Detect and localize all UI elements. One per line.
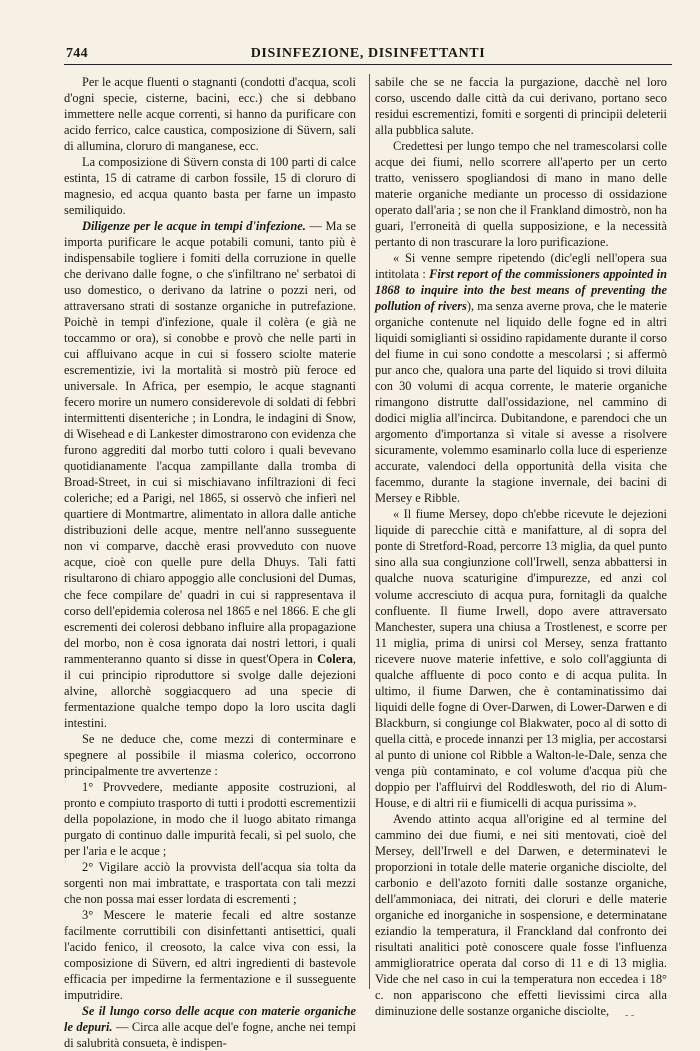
paragraph: Se il lungo corso delle acque con materie organiche le depuri. — Circa alle acque del'e fogne, anche nei tempi di salubrità consueta, è indispen- — [64, 1003, 356, 1050]
paragraph: Credettesi per lungo tempo che nel tramescolarsi colle acque dei fiumi, nello scorrere all'aperto per un certo tratto, venissero spogliandosi di mano in mano delle materie organiche mediante un processo di ossidazione operato dall'aria ; se non che il Frankland dimostrò, non ha guari, l'erroneità di quella supposizione, e la necessità pertanto di non trascurare la loro purificazione. — [375, 139, 667, 250]
list-item: 2° Vigilare acciò la provvista dell'acqua sia tolta da sorgenti non mai imbrattate, e trasportata con tali mezzi che non possa mai esser lordata di escrementi ; — [64, 859, 356, 906]
paragraph: Avendo attinto acqua all'origine ed al termine del cammino dei due fiumi, e nei siti mentovati, cioè del Mersey, dell'Irwell e del Darwen, e determinatevi le proporzioni in totale delle materie organiche disciolte, del carbonio e dell'azoto forniti dalle sostanze organiche, dell'ammoniaca, dei nitrati, dei cloruri e delle materie organiche ed inorganiche in sospensione, e determinatane eziandio la temperatura, il Franckland dal confronto dei risultati analitici potè conoscere quale fosse l'influenza ammiglioratrice operata dal corso di 11 e di 13 miglia. Vide che nel caso in cui la temperatura non eccedea i 18° c. non appariscono che effetti lievissimi circa alla diminuzione delle sostanze organiche disciolte, — [375, 811, 667, 1018]
running-title: DISINFEZIONE, DISINFETTANTI — [250, 46, 486, 61]
page-number: 744 — [66, 46, 88, 61]
paragraph: « Il fiume Mersey, dopo ch'ebbe ricevute le dejezioni liquide di parecchie città e manifatture, al di sopra del ponte di Stretford-Road, percorre 13 miglia, da quel punto sino alla sua congiunzione coll'Irwell, senza abbattersi in qualche nuova scaturigine d'impurezze, ed anzi col volume accresciuto di acqua pura, fornitagli da qualche confluente. Il fiume Irwell, dopo avere attraversato Manchester, supera una chiusa a Trostlenest, e scorre per 11 miglia, prima di unirsi col Mersey, senza frattanto ricevere nuove materie infettive, e solo coll'aggiunta di qualche affluente di poco conto e di acqua pulita. In ultimo, il fiume Darwen, che è contaminatissimo dai liquidi delle fogne di Over-Darwen, di Lower-Darwen e di Blackburn, si congiunge col Blakwater, poco al di sotto di quella città, e procede innanzi per 13 miglia, per accostarsi al punto di unione col Ribble a Walton-le-Dale, senza che venga più contaminato, e col volume d'acqua più che doppio per l'affluirvi del Roddleswoth, del rio di Alum-House, e di altri rii e fiumicelli di acqua purissima ». — [375, 507, 667, 810]
section-heading: Se il lungo corso delle acque con materie organiche le depuri. — [64, 1003, 356, 1034]
paragraph: Se ne deduce che, come mezzi di conterminare e spegnere al possibile il miasma colerico, occorrono principalmente tre avvertenze : — [64, 731, 356, 778]
paragraph: Diligenze per le acque in tempi d'infezione. — Ma se importa purificare le acque potabili comuni, tanto più è indispensabile togliere i fomiti della corruzione in quelle che derivano dalle fogne, o che s'infiltrano ne' serbatoi di uso domestico, o derivano da latrine o pozzi neri, od attraversano strati di sostanze organiche in putrefazione. Poichè in tempi d'infezione, quale il colèra (e già ne toccammo or ora), si conobbe e provò che nelle parti in cui affluivano acque in cui si fossero sciolte materie escrementizie, ivi la mortalità si mostrò più feroce ed universale. In Africa, per esempio, le acque stagnanti fecero morire un numero considerevole di soldati di febbri intermittenti disenteriche ; in Londra, le indagini di Snow, di Wisehead e di Lankester dimostrarono con evidenza che furono aggrediti dal morbo tutti coloro i quali bevevano quotidianamente l'acqua zampillante dalla tromba di Broad-Street, in cui si mischiavano infiltrazioni di feci coleriche; ed a Parigi, nel 1865, si osservò che infierì nel quartiere di Montmartre, alimentato in allora dalle antiche distribuzioni delle acque, mentre nell'anno susseguente non vi comparve, dacchè erasi provveduto con nuove acque, cioè con quelle pure della Dhuys. Tali fatti risultarono di chiaro appoggio alle conclusioni del Dumas, che fece compilare de' quadri in cui si rappresentava il corso dell'epidemia colerosa nel 1865 e nel 1866. E che gli escrementi dei colerosi debbano influire alla propagazione del morbo, non è cosa ignorata dai nostri lettori, i quali rammenteranno quanto si disse in quest'Opera in Colera, il cui principio riproduttore si svolge dalle dejezioni alvine, allorchè soggiacquero ad una specie di fermentazione qualche tempo dopo la loro uscita dagli intestini. — [64, 219, 357, 730]
list-item: 3° Mescere le materie fecali ed altre sostanze facilmente corruttibili con disinfettanti antisettici, quali l'acido fenico, il creosoto, la calce viva con essi, la composizione di Süvern, ed altri ingredienti di bastevole efficacia per impedirne la fermentazione e il susseguente imputridire. — [64, 907, 356, 1002]
report-title: First report of the commissioners appointed in 1868 to inquire into the best means of preventing the pollution of rivers — [375, 267, 667, 314]
column-divider — [369, 74, 370, 989]
footer-mark: - - — [625, 1010, 635, 1021]
paragraph: sabile che se ne faccia la purgazione, dacchè nel loro corso, uscendo dalle città da cui derivano, portano seco residui escrementizi, fomiti e sorgenti di principii deleterii alla pubblica salute. — [375, 75, 667, 138]
left-column — [64, 74, 356, 1051]
paragraph: La composizione di Süvern consta di 100 parti di calce estinta, 15 di catrame di carbon fossile, 15 di cloruro di magnesio, ed acqua quanto basta per farne un impasto semiliquido. — [64, 155, 356, 218]
list-item: 1° Provvedere, mediante apposite costruzioni, al pronto e compiuto trasporto di tutti i prodotti escrementizii della popolazione, in modo che il luogo abitato rimanga purgato di continuo dalle impurità fecali, sì pel suolo, che per l'aria e le acque ; — [64, 779, 356, 858]
page-header — [64, 42, 672, 65]
cross-reference: Colera — [317, 651, 353, 666]
section-heading: Diligenze per le acque in tempi d'infezione. — [82, 219, 306, 234]
paragraph: Per le acque fluenti o stagnanti (condotti d'acqua, scoli d'ogni specie, cisterne, bacini, ecc.) che si debbano immettere nelle acque correnti, si hanno da purificare con acido ferrico, calce caustica, composizione di Süvern, sali di allumina, cloruro di manganese, ecc. — [64, 75, 356, 154]
paragraph: « Si venne sempre ripetendo (dic'egli nell'opera sua intitolata : First report of the commissioners appointed in 1868 to inquire into the best means of preventing the pollution of rivers), ma senza averne prova, che le materie organiche contenute nel liquido delle fogne ed in altri liquidi somiglianti si ossidino rapidamente durante il corso del fiume in cui sono condotte a mescolarsi ; si affermò pur anco che, qualora una parte del liquido si trovi diluita con 30 volumi di acqua corrente, le materie organiche rimangono distrutte dall'ossidazione, nel cammino di dodici miglia all'incirca. Dubitandone, e parendoci che un argomento d'importanza sì vitale si avesse a risolvere sicuramente, volemmo esaminarlo colla luce di esperienze accurate, valendoci della opportunità della visita che facemmo, durante la stagione invernale, dei bacini di Mersey e Ribble. — [375, 251, 667, 506]
right-column — [375, 74, 667, 1019]
